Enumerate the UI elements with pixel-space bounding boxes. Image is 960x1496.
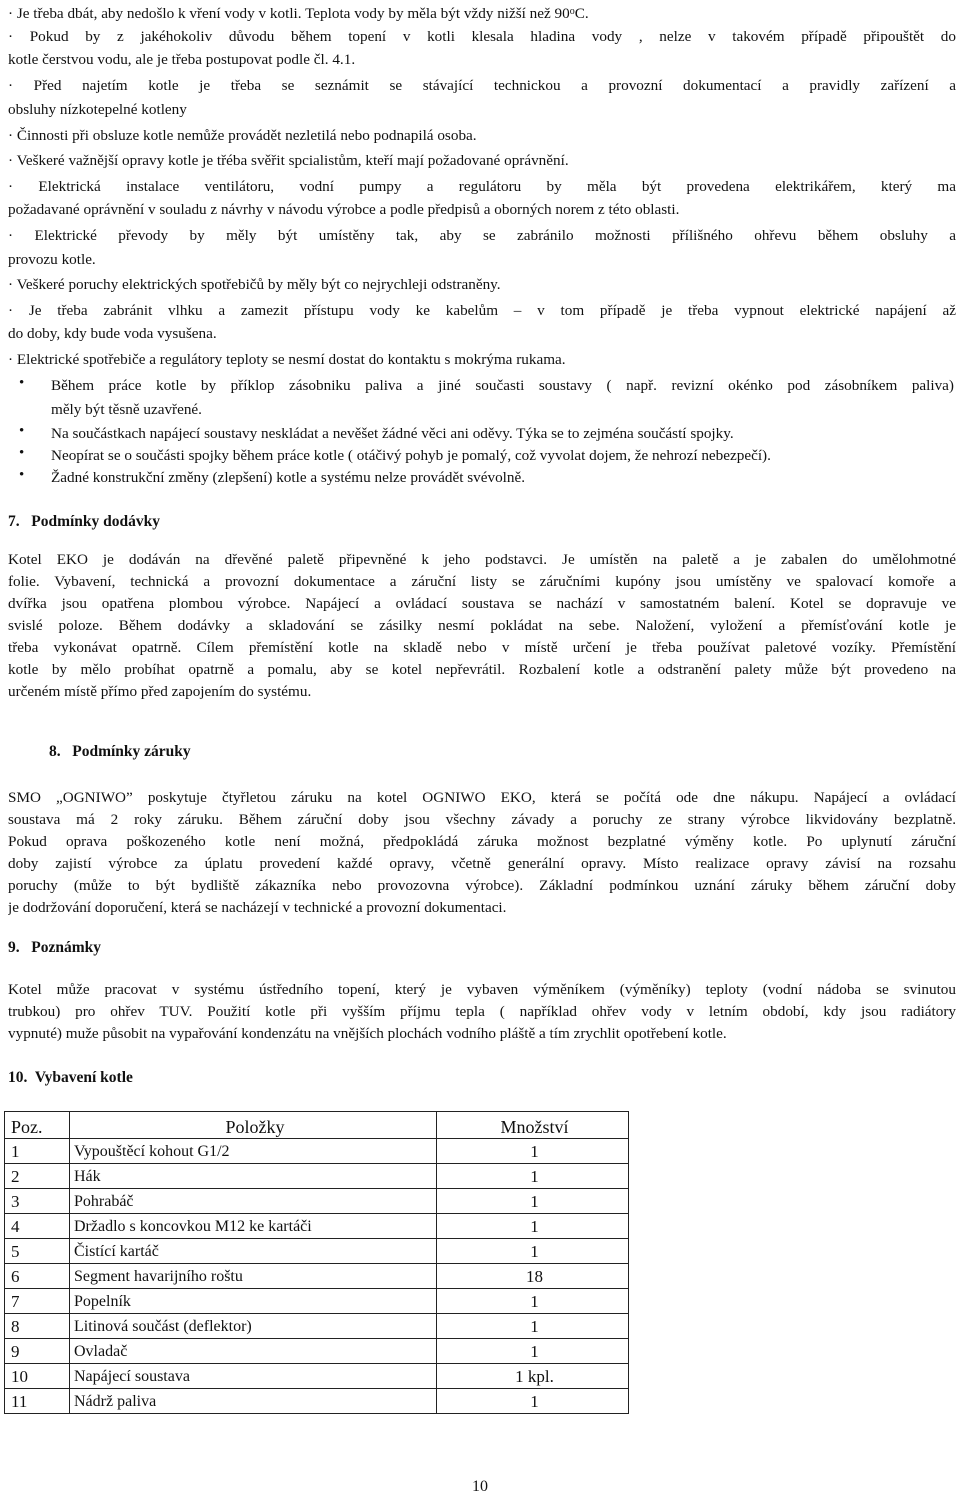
cell-position: 6 xyxy=(5,1264,70,1289)
cell-item: Čistící kartáč xyxy=(70,1239,437,1264)
cell-item: Hák xyxy=(70,1164,437,1189)
cell-quantity: 1 xyxy=(437,1239,629,1264)
safety-line-4: · Před najetím kotle je třeba se seznámit se stávající technickou a provozní dokumentací a pravidly zařízení a xyxy=(8,77,956,94)
cell-item: Litinová součást (deflektor) xyxy=(70,1314,437,1339)
table-row xyxy=(5,1264,629,1289)
section-9-para-line: Kotel může pracovat v systému ústředního topení, který je vybaven výměníkem (výměníky) teploty (vodní nádoba se svinutou xyxy=(8,981,956,998)
section-8-para-line: doby zajistí výrobce za úplatu provedení každé opravy, včetně generální opravy. Místo realizace opravy závisí na rozsahu xyxy=(8,855,956,872)
safety-line-2: · Pokud by z jakéhokoliv důvodu během topení v kotli klesala hladina vody , nelze v takovém případě připouštět do xyxy=(8,28,956,45)
cell-quantity: 1 kpl. xyxy=(437,1364,629,1389)
bullet-4: Žadné konstrukční změny (zlepšení) kotle a systému nelze provádět svévolně. xyxy=(51,469,526,486)
cell-position: 1 xyxy=(5,1139,70,1164)
section-7-para-line: Kotel EKO je dodáván na dřevěné paletě připevněné k jeho podstavci. Je umístěn na paletě a je zabalen do umělohmotné xyxy=(8,551,956,568)
cell-item: Vypouštěcí kohout G1/2 xyxy=(70,1139,437,1164)
bullet-1-line-2: měly být těsně uzavřené. xyxy=(51,401,202,418)
cell-quantity: 1 xyxy=(437,1164,629,1189)
safety-line-7: · Veškeré važnější opravy kotle je třéba svěřit spcialistům, kteří mají požadované oprávnění. xyxy=(8,152,569,169)
table-row xyxy=(5,1239,629,1264)
table-row xyxy=(5,1214,629,1239)
safety-line-14: do doby, kdy bude voda vysušena. xyxy=(8,325,217,342)
cell-item: Držadlo s koncovkou M12 ke kartáči xyxy=(70,1214,437,1239)
table-row xyxy=(5,1189,629,1214)
cell-position: 5 xyxy=(5,1239,70,1264)
section-7-para-line: folie. Vybavení, technická a provozní dokumentace a záruční listy se záručními kupóny jsou umístěny ve spalovací komoře a xyxy=(8,573,956,590)
table-row xyxy=(5,1364,629,1389)
bullet-3: Neopírat se o součásti spojky během práce kotle ( otáčivý pohyb je pomalý, což vyvolat dojem, že nehrozí nebezpečí). xyxy=(51,447,771,464)
safety-line-9: požadavané oprávnění v souladu z návrhy v návodu výrobce a podle předpisů a oborných norem z této oblasti. xyxy=(8,201,680,218)
cell-item: Popelník xyxy=(70,1289,437,1314)
safety-line-15: · Elektrické spotřebiče a regulátory teploty se nesmí dostat do kontaktu s mokrýma rukama. xyxy=(8,351,566,368)
section-8-heading: 8. Podmínky záruky xyxy=(49,743,191,760)
bullet-symbol: • xyxy=(19,375,25,391)
section-8-para-line: je dodržování doporučení, která se nacházejí v technické a provozní dokumentaci. xyxy=(8,899,507,916)
safety-line-1: · Je třeba dbát, aby nedošlo k vření vody v kotli. Teplota vody by měla být vždy nižší než 90$^o$C. xyxy=(8,5,589,22)
bullet-2: Na součástkach napájecí soustavy neskládat a nevěšet žádné věci ani oděvy. Týka se to zejména součástí spojky. xyxy=(51,425,734,442)
cell-quantity: 1 xyxy=(437,1214,629,1239)
section-9-heading: 9. Poznámky xyxy=(8,939,101,956)
cell-quantity: 18 xyxy=(437,1264,629,1289)
header-cell-quantity: Množství xyxy=(437,1112,629,1139)
cell-position: 3 xyxy=(5,1189,70,1214)
cell-position: 10 xyxy=(5,1364,70,1389)
safety-line-11: provozu kotle. xyxy=(8,251,96,268)
section-8-para-line: SMO „OGNIWO” poskytuje čtyřletou záruku na kotel OGNIWO EKO, která se počítá ode dne nákupu. Napájecí a ovládací xyxy=(8,789,956,806)
cell-position: 2 xyxy=(5,1164,70,1189)
section-8-para-line: Pokud oprava poškozeného kotle není možná, předpokládá záruka možnost bezplatné výměny kotle. Po uplynutí záruční xyxy=(8,833,956,850)
table-row xyxy=(5,1314,629,1339)
section-7-para-line: určeném místě přímo před zapojením do systému. xyxy=(8,683,312,700)
cell-position: 7 xyxy=(5,1289,70,1314)
safety-line-3: kotle čerstvou vodu, ale je třeba postupovat podle čl. 4.1. xyxy=(8,51,356,68)
cell-item: Nádrž paliva xyxy=(70,1389,437,1414)
cell-quantity: 1 xyxy=(437,1289,629,1314)
cell-item: Segment havarijního roštu xyxy=(70,1264,437,1289)
cell-quantity: 1 xyxy=(437,1139,629,1164)
section-7-para-line: kotle by mělo probíhat opatrně a pomalu, aby se kotel nepřevrátil. Rozbalení kotle a odstranění palety může být provedeno na xyxy=(8,661,956,678)
cell-quantity: 1 xyxy=(437,1389,629,1414)
page-number: 10 xyxy=(472,1478,488,1495)
section-9-para-line: trubkou) pro ohřev TUV. Použití kotle při vyšším příjmu tepla ( například ohřev vody v letním období, kdy jsou radiátory xyxy=(8,1003,956,1020)
table-row xyxy=(5,1339,629,1364)
bullet-symbol: • xyxy=(19,445,25,461)
header-cell-items: Položky xyxy=(70,1112,437,1139)
table-row xyxy=(5,1164,629,1189)
section-7-heading: 7. Podmínky dodávky xyxy=(8,513,161,530)
bullet-symbol: • xyxy=(19,467,25,483)
bullet-symbol: • xyxy=(19,423,25,439)
header-cell-position: Poz. xyxy=(5,1112,70,1139)
section-8-para-line: soustava má 2 roky záruku. Během záruční doby jsou všechny závady a poruchy ze strany výrobce likvidovány bezplatně. xyxy=(8,811,956,828)
safety-line-8: · Elektrická instalace ventilátoru, vodní pumpy a regulátoru by měla být provedena elektrikářem, který ma xyxy=(8,178,956,195)
section-9-para-line: vypnuté) muže působit na vypařování kondenzátu na vnějších plochách vodního pláště a tím zrychlit opotřebení kotle. xyxy=(8,1025,727,1042)
table-row xyxy=(5,1139,629,1164)
cell-position: 4 xyxy=(5,1214,70,1239)
section-7-para-line: třeba vykonávat opatrně. Cílem přemístění kotle na skladě nebo v místě určení je třeba používat paletové vozíky. Přemístění xyxy=(8,639,956,656)
safety-line-5: obsluhy nízkotepelné kotleny xyxy=(8,101,187,118)
section-7-para-line: svislé poloze. Během dodávky a skladování se zásilky nesmí pokládat na sebe. Naložení, vyložení a přemísťování kotle je xyxy=(8,617,956,634)
cell-quantity: 1 xyxy=(437,1314,629,1339)
equipment-table xyxy=(4,1111,629,1414)
section-10-heading: 10. Vybavení kotle xyxy=(8,1069,133,1086)
cell-position: 9 xyxy=(5,1339,70,1364)
safety-line-6: · Činnosti při obsluze kotle nemůže provádět nezletilá nebo podnapilá osoba. xyxy=(8,127,477,144)
table-header-row xyxy=(5,1112,629,1139)
cell-quantity: 1 xyxy=(437,1189,629,1214)
safety-line-10: · Elektrické převody by měly být umístěny tak, aby se zabránilo možnosti přílišného ohřevu během obsluhy a xyxy=(8,227,956,244)
safety-line-12: · Veškeré poruchy elektrických spotřebičů by měly být co nejrychleji odstraněny. xyxy=(8,276,501,293)
table-row xyxy=(5,1389,629,1414)
table-row xyxy=(5,1289,629,1314)
section-7-para-line: dvířka jsou opatřena plombou výrobce. Napájecí a ovládací soustava se nachází v samostatném balení. Kotel se dopravuje ve xyxy=(8,595,956,612)
safety-line-13: · Je třeba zabránit vlhku a zamezit přístupu vody ke kabelům – v tom případě je třeba vypnout elektrické napájení až xyxy=(8,302,956,319)
bullet-1-line-1: Během práce kotle by příklop zásobniku paliva a jiné současti soustavy ( např. revizní okénko pod zásobníkem paliva) xyxy=(51,377,954,394)
cell-quantity: 1 xyxy=(437,1339,629,1364)
cell-item: Pohrabáč xyxy=(70,1189,437,1214)
cell-item: Napájecí soustava xyxy=(70,1364,437,1389)
section-8-para-line: poruchy (může to být bydliště zákazníka nebo provozovna výrobce). Základní podmínkou uznání záruky během záruční doby xyxy=(8,877,956,894)
cell-position: 8 xyxy=(5,1314,70,1339)
cell-item: Ovladač xyxy=(70,1339,437,1364)
cell-position: 11 xyxy=(5,1389,70,1414)
